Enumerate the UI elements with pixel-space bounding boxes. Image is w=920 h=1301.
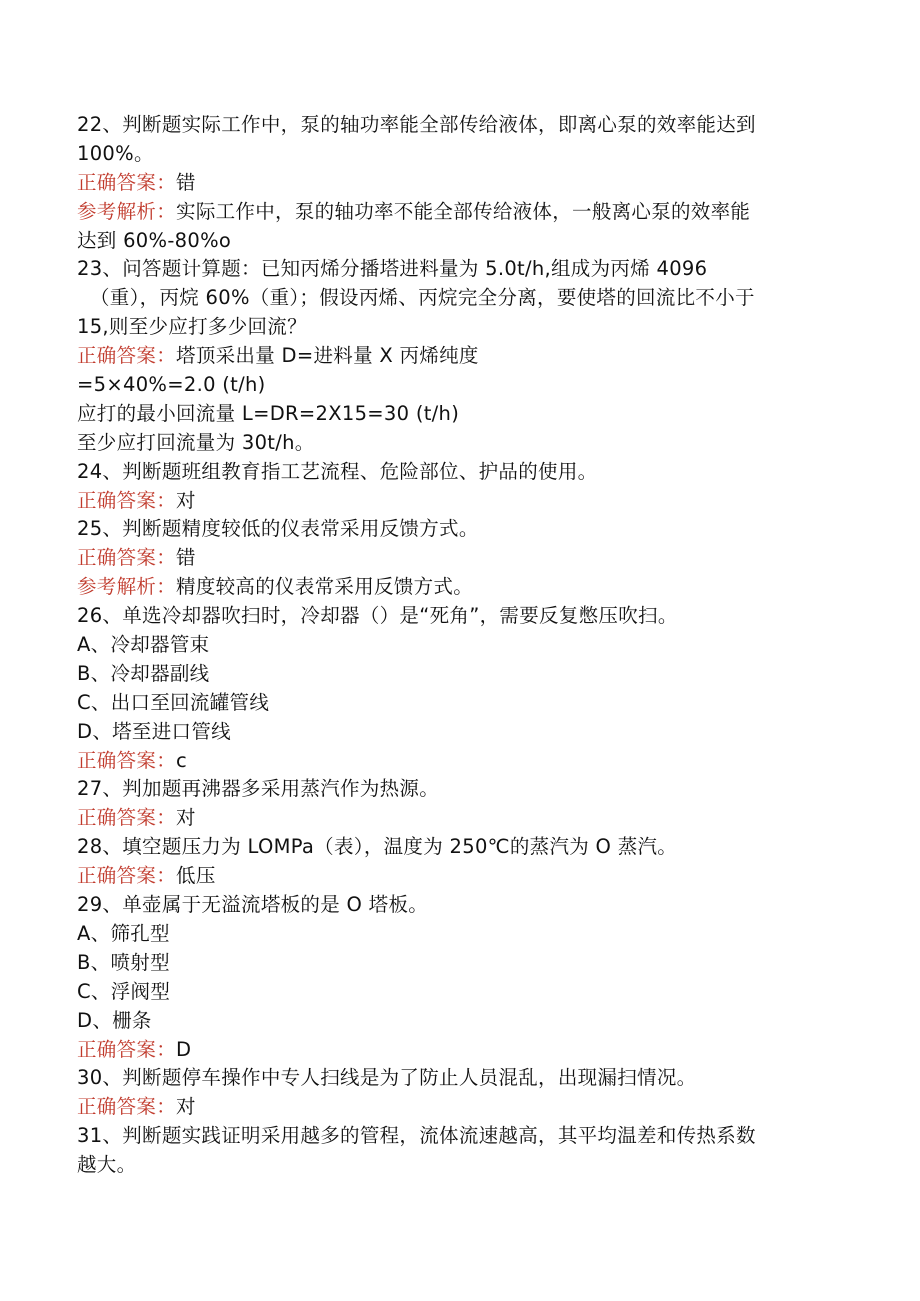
line-text: 24、判断题班组教育指工艺流程、危险部位、护品的使用。 <box>77 459 598 483</box>
line-text: 100%。 <box>77 141 154 165</box>
analysis-label: 参考解析： <box>77 575 177 599</box>
text-line <box>77 949 837 978</box>
line-text: 错 <box>176 170 196 194</box>
text-line <box>77 891 837 920</box>
text-line <box>77 371 837 400</box>
text-line <box>77 833 837 862</box>
line-text: （重），丙烷 60%（重）；假设丙烯、丙烷完全分离，要使塔的回流比不小于 <box>77 286 755 310</box>
line-text: 对 <box>176 1095 196 1119</box>
text-line <box>77 111 837 140</box>
text-line <box>77 920 837 949</box>
line-text: 15,则至少应打多少回流？ <box>77 315 307 339</box>
line-text: 22、判断题实际工作中，泵的轴功率能全部传给液体，即离心泵的效率能达到 <box>77 113 756 136</box>
text-line <box>77 775 837 804</box>
text-line <box>77 602 837 631</box>
answer-line <box>77 487 837 516</box>
answer-label: 正确答案： <box>77 864 177 888</box>
line-text: D <box>176 1037 192 1061</box>
text-line <box>77 1064 837 1093</box>
line-text: B、喷射型 <box>77 950 170 974</box>
text-line <box>77 689 837 718</box>
line-text: A、筛孔型 <box>77 921 170 945</box>
line-text: 实际工作中，泵的轴功率不能全部传给液体，一般离心泵的效率能 <box>176 199 751 223</box>
line-text: 31、判断题实践证明采用越多的管程，流体流速越高，其平均温差和传热系数 <box>77 1124 756 1148</box>
text-line <box>77 429 837 458</box>
answer-label: 正确答案： <box>77 806 177 830</box>
answer-line <box>77 544 837 573</box>
text-line <box>77 227 837 256</box>
line-text: =5×40%=2.0 (t/h) <box>77 373 266 397</box>
line-text: 25、判断题精度较低的仪表常采用反馈方式。 <box>77 517 479 541</box>
line-text: c <box>176 748 188 772</box>
line-text: 越大。 <box>77 1153 137 1177</box>
text-line <box>77 313 837 342</box>
text-line <box>77 1007 837 1036</box>
answer-label: 正确答案： <box>77 344 177 368</box>
line-text: 错 <box>176 546 196 570</box>
answer-line <box>77 747 837 776</box>
analysis-line <box>77 198 837 227</box>
line-text: 28、填空题压力为 LOMPa（表），温度为 250℃的蒸汽为 O 蒸汽。 <box>77 835 678 859</box>
line-text: 对 <box>176 488 196 512</box>
text-line <box>77 1151 837 1180</box>
answer-label: 正确答案： <box>77 546 177 570</box>
text-line <box>77 255 837 284</box>
text-line <box>77 284 837 313</box>
line-text: 达到 60%-80%o <box>77 228 232 252</box>
line-text: 精度较高的仪表常采用反馈方式。 <box>176 575 474 599</box>
line-text: D、栅条 <box>77 1008 152 1032</box>
line-text: C、出口至回流罐管线 <box>77 690 270 714</box>
text-line <box>77 660 837 689</box>
answer-label: 正确答案： <box>77 1095 177 1119</box>
text-line <box>77 978 837 1007</box>
answer-line <box>77 862 837 891</box>
line-text: 塔顶采出量 D=进料量 X 丙烯纯度 <box>176 344 479 368</box>
line-text: D、塔至进口管线 <box>77 719 231 743</box>
line-text: A、冷却器管束 <box>77 633 210 657</box>
answer-line <box>77 804 837 833</box>
answer-label: 正确答案： <box>77 1037 177 1061</box>
analysis-label: 参考解析： <box>77 199 177 223</box>
line-text: B、冷却器副线 <box>77 661 210 685</box>
answer-line <box>77 169 837 198</box>
answer-line <box>77 1036 837 1065</box>
text-line <box>77 458 837 487</box>
line-text: C、浮阀型 <box>77 979 171 1003</box>
answer-label: 正确答案： <box>77 748 177 772</box>
answer-label: 正确答案： <box>77 488 177 512</box>
line-text: 29、单壶属于无溢流塔板的是 O 塔板。 <box>77 893 429 917</box>
analysis-line <box>77 573 837 602</box>
line-text: 30、判断题停车操作中专人扫线是为了防止人员混乱，出现漏扫情况。 <box>77 1066 697 1090</box>
line-text: 27、判加题再沸器多采用蒸汽作为热源。 <box>77 777 440 801</box>
line-text: 低压 <box>176 864 216 888</box>
text-line <box>77 515 837 544</box>
answer-label: 正确答案： <box>77 170 177 194</box>
line-text: 至少应打回流量为 30t/h。 <box>77 430 315 454</box>
answer-line <box>77 1093 837 1122</box>
line-text: 应打的最小回流量 L=DR=2X15=30 (t/h) <box>77 401 460 425</box>
document-body <box>77 111 837 1180</box>
line-text: 26、单选冷却器吹扫时，冷却器（）是“死角”，需要反复憋压吹扫。 <box>77 604 678 628</box>
text-line <box>77 718 837 747</box>
text-line <box>77 140 837 169</box>
line-text: 对 <box>176 806 196 830</box>
answer-line <box>77 342 837 371</box>
text-line <box>77 631 837 660</box>
line-text: 23、问答题计算题：已知丙烯分播塔进料量为 5.0t/h,组成为丙烯 4096 <box>77 257 708 281</box>
text-line <box>77 400 837 429</box>
text-line <box>77 1122 837 1151</box>
